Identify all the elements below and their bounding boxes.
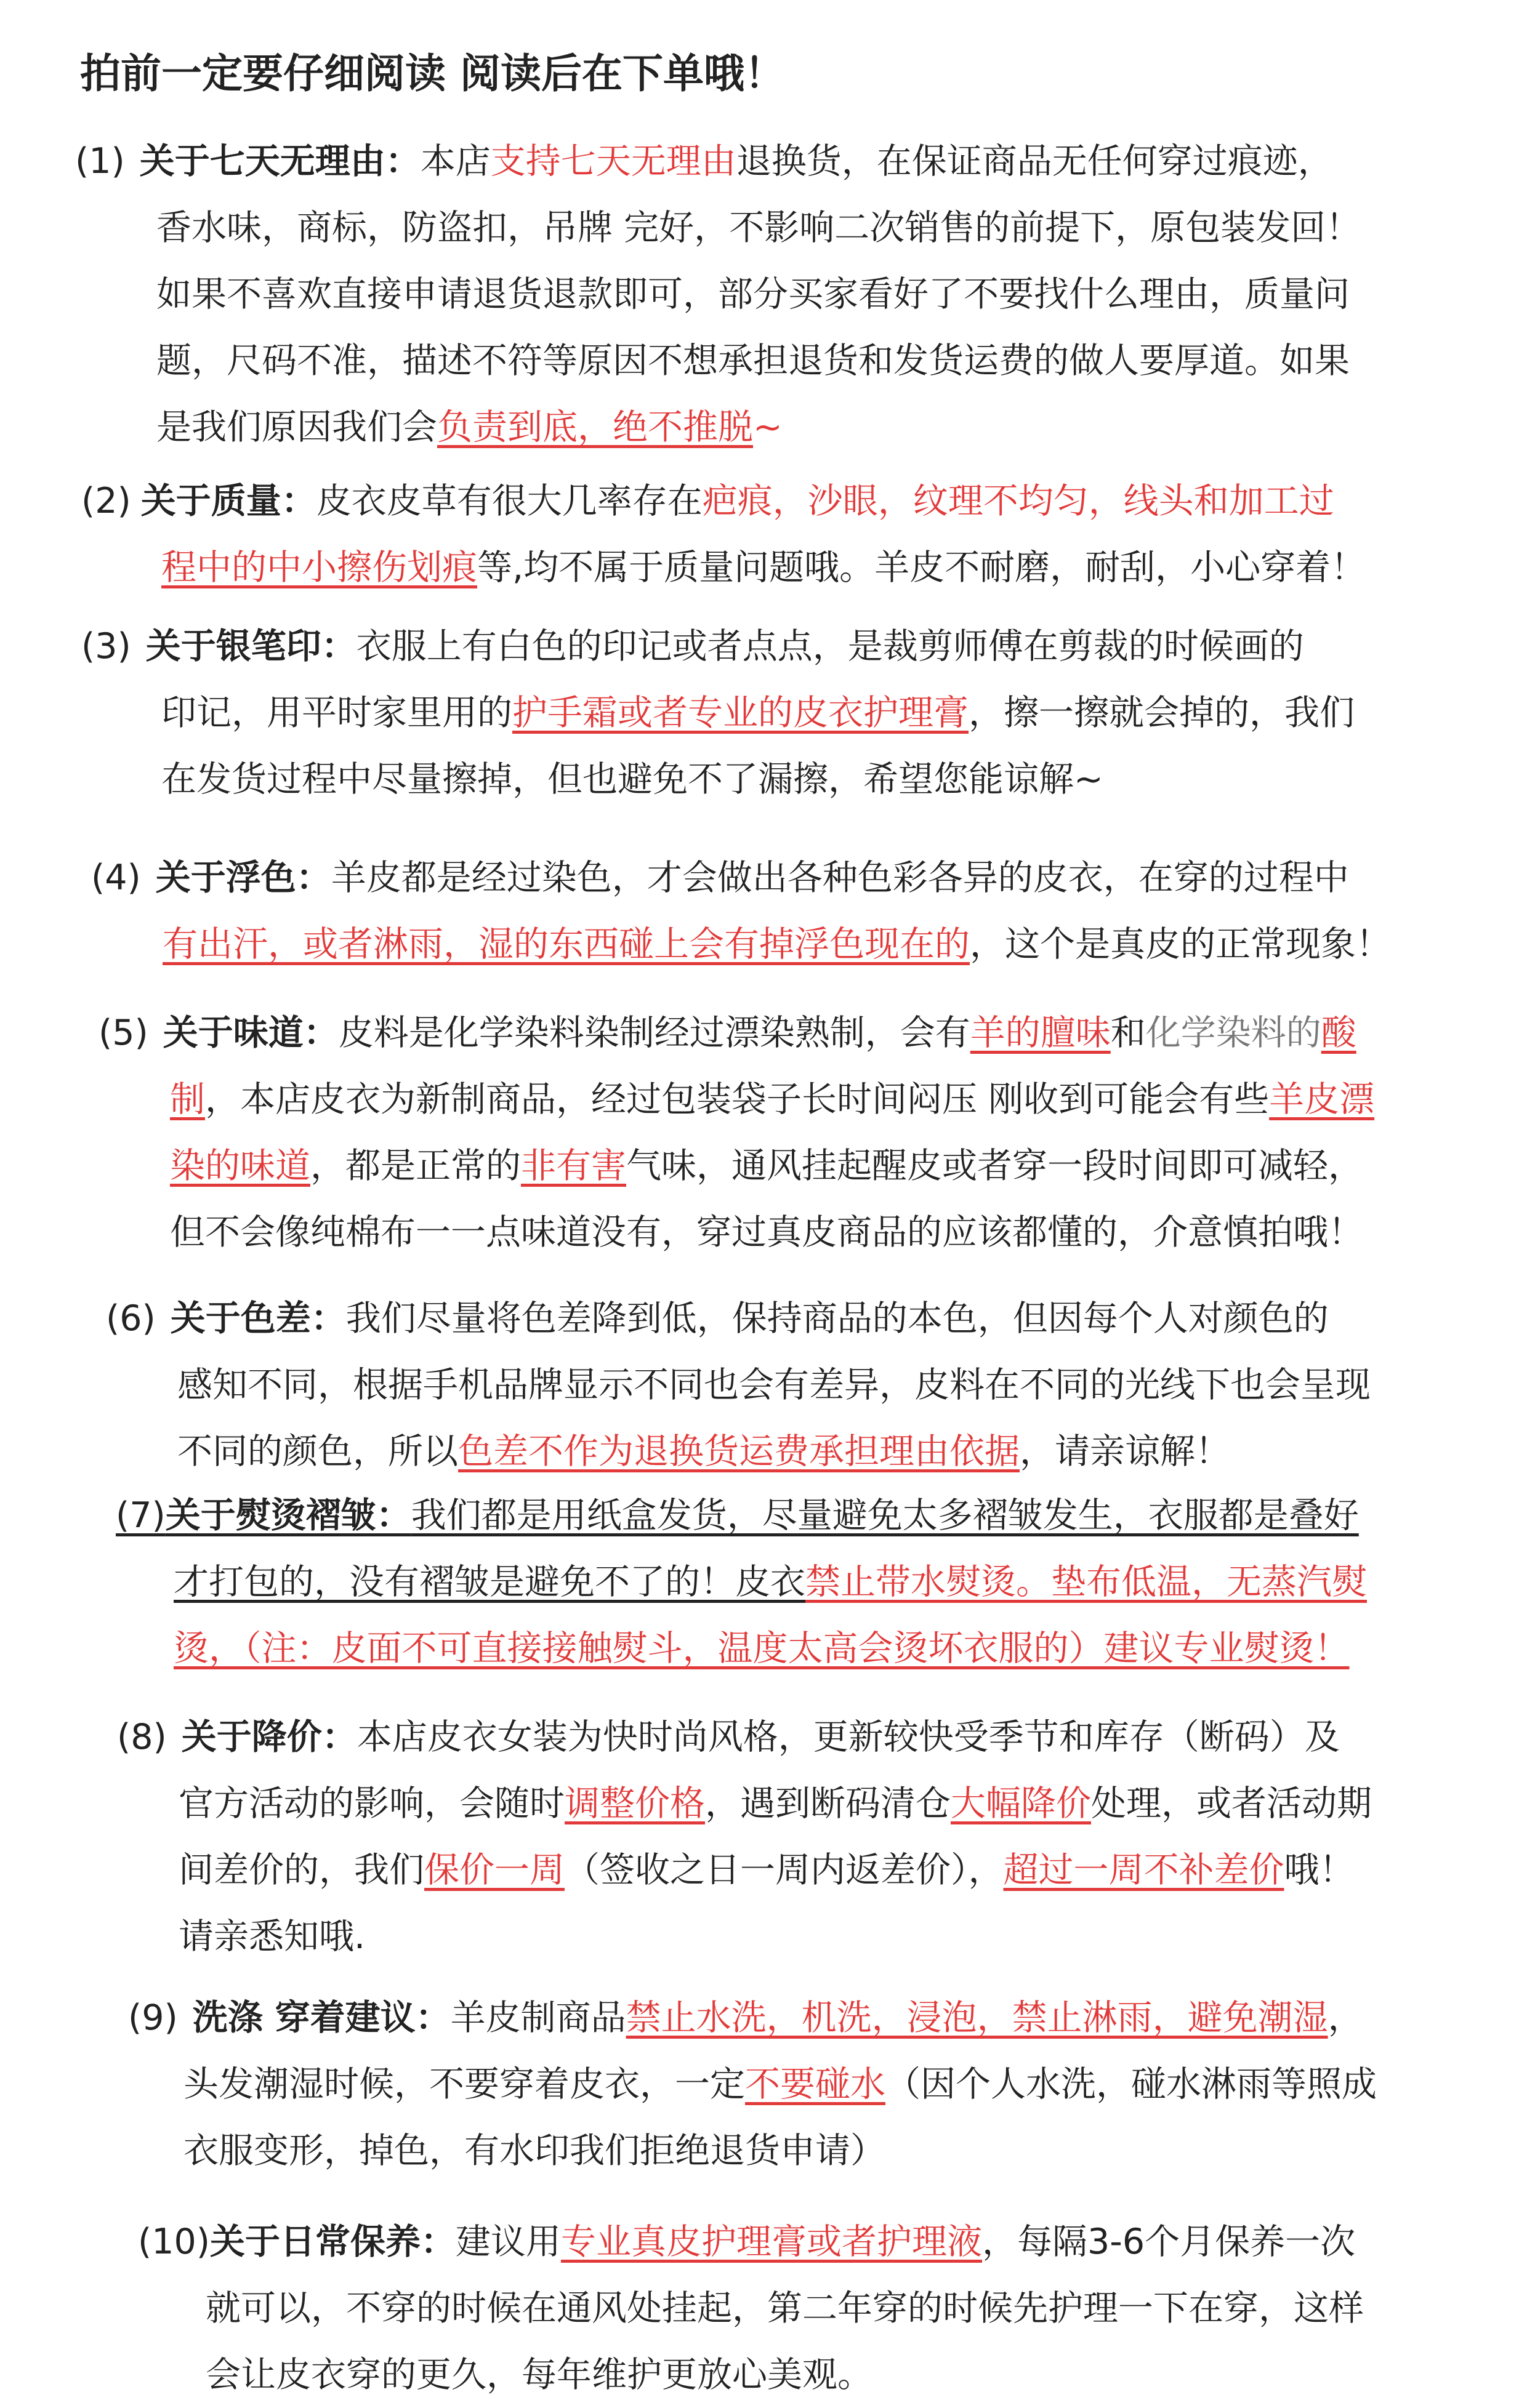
item-number: (6) [106,1298,156,1339]
item-daily-maintenance [138,2209,1364,2408]
item-text: 不同的颜色，所以 [177,1431,458,1472]
item-text: （因个人水洗，碰水淋雨等照成 [885,2064,1377,2105]
item-line [81,468,1366,534]
item-text: 头发潮湿时候，不要穿着皮衣，一定 [183,2064,745,2105]
item-smell [99,1000,1374,1266]
item-line [106,1285,1371,1352]
item-text: 感知不同，根据手机品牌显示不同也会有差异，皮料在不同的光线下也会呈现 [177,1365,1371,1405]
highlight-text: 烫，（注：皮面不可直接接触熨斗，温度太高会烫坏衣服的）建议专业熨烫！ [174,1628,1350,1669]
item-heading: 关于银笔印： [145,626,357,667]
item-line [75,195,1361,261]
item-text: 我们都是用纸盒发货，尽量避免太多褶皱发生，衣服都是叠好 [411,1495,1359,1536]
item-text: 间差价的，我们 [179,1850,424,1890]
item-line [116,1549,1367,1615]
item-washing-advice [128,1985,1377,2184]
item-line [117,1903,1372,1970]
item-text: 等,均不属于质量问题哦。羊皮不耐磨，耐刮，小心穿着！ [477,547,1366,588]
item-text: 羊皮制商品 [450,1997,626,2038]
item-line [128,1985,1377,2051]
highlight-text: 羊的膻味 [970,1013,1111,1053]
highlight-text: 超过一周不补差价 [1003,1850,1284,1890]
item-line [138,2209,1364,2275]
item-text: 在发货过程中尽量擦掉，但也避免不了漏擦，希望您能谅解~ [161,759,1103,800]
page-title: 拍前一定要仔细阅读 阅读后在下单哦！ [80,50,785,97]
highlight-text: 负责到底，绝不推脱 [437,407,753,447]
item-text: 气味，通风挂起醒皮或者穿一段时间即可减轻， [626,1146,1363,1186]
item-floating-color [91,845,1391,977]
item-line [99,1000,1374,1066]
item-line [99,1133,1374,1199]
highlight-text: ~ [753,407,783,447]
highlight-text: 大幅降价 [951,1783,1091,1824]
item-text: ，都是正常的 [310,1146,521,1186]
item-heading: 关于降价： [181,1717,357,1757]
item-text: ，遇到断码清仓 [705,1783,951,1824]
item-line [75,394,1361,460]
item-line [81,534,1366,601]
item-text: ，这个是真皮的正常现象！ [970,924,1391,965]
item-number: (10) [138,2221,211,2262]
item-line [91,911,1391,977]
item-number: (4) [91,857,141,898]
item-text: ，擦一擦就会掉的，我们 [969,692,1355,733]
item-text: 题，尺码不准，描述不符等原因不想承担退货和发货运费的做人要厚道。如果 [156,340,1350,381]
item-text: 是我们原因我们会 [156,407,437,447]
item-line [75,128,1361,195]
item-heading: 关于七天无理由： [139,141,421,182]
item-line [106,1418,1371,1485]
highlight-text: 护手霜或者专业的皮衣护理膏 [512,692,969,733]
item-line [81,680,1355,746]
highlight-text: 化学染料的 [1145,1013,1321,1053]
item-text: 才打包的，没有褶皱是避免不了的！皮衣 [174,1562,805,1602]
item-line [138,2342,1364,2408]
highlight-text: 禁止带水熨烫。垫布低温，无蒸汽熨 [805,1562,1367,1602]
item-text: 但不会像纯棉布一一点味道没有，穿过真皮商品的应该都懂的，介意慎拍哦！ [170,1212,1363,1253]
item-heading: 关于日常保养： [210,2221,456,2262]
item-text: 会让皮衣穿的更久，每年维护更放心美观。 [206,2354,872,2395]
item-line [116,1615,1367,1682]
item-text: 处理，或者活动期 [1091,1783,1372,1824]
item-text: ，请亲谅解！ [1020,1431,1230,1472]
item-number: (7) [116,1495,166,1536]
item-text: ， [1328,1997,1363,2038]
item-line [116,1482,1367,1549]
item-text: 羊皮都是经过染色，才会做出各种色彩各异的皮衣，在穿的过程中 [331,857,1349,898]
item-line [91,845,1391,911]
item-line [128,2051,1377,2117]
item-heading: 关于色差： [170,1298,346,1339]
item-text: （签收之日一周内返差价）， [565,1850,1004,1890]
highlight-text: 色差不作为退换货运费承担理由依据 [458,1431,1020,1472]
item-line [99,1199,1374,1266]
highlight-text: 支持七天无理由 [490,141,736,182]
item-text: 建议用 [456,2221,562,2262]
highlight-text: 酸 [1321,1013,1356,1053]
highlight-text: 疤痕，沙眼，纹理不均匀，线头和加工过 [702,481,1334,521]
item-number: (5) [99,1013,148,1053]
highlight-text: 程中的中小擦伤划痕 [161,547,477,588]
item-line [117,1837,1372,1903]
item-line [106,1352,1371,1418]
highlight-text: 制 [170,1079,205,1120]
item-silver-pen-mark [81,613,1355,813]
item-seven-day-return [75,128,1361,460]
item-line [117,1770,1372,1837]
item-text: 衣服变形，掉色，有水印我们拒绝退货申请） [183,2130,885,2171]
item-quality [81,468,1366,601]
item-text: 本店皮衣女装为快时尚风格，更新较快受季节和库存（断码）及 [357,1717,1340,1757]
highlight-text: 染的味道 [170,1146,310,1186]
item-line [75,327,1361,394]
item-number: (8) [117,1717,167,1757]
item-color-difference [106,1285,1371,1485]
item-heading: 关于熨烫褶皱： [165,1495,411,1536]
item-text: 皮衣皮草有很大几率存在 [316,481,703,521]
item-line [75,261,1361,327]
item-text: 本店 [420,141,491,182]
item-heading: 关于味道： [163,1013,339,1053]
highlight-text: 不要碰水 [745,2064,885,2105]
item-ironing-wrinkles [116,1482,1367,1682]
item-price-drop [117,1704,1372,1970]
item-text: ，本店皮衣为新制商品，经过包装袋子长时间闷压 刚收到可能会有些 [205,1079,1270,1120]
item-text: 和 [1110,1013,1146,1053]
highlight-text: 有出汗，或者淋雨，湿的东西碰上会有掉浮色现在的 [163,924,970,965]
item-text: 如果不喜欢直接申请退货退款即可，部分买家看好了不要找什么理由，质量问 [156,274,1350,315]
item-heading: 洗涤 穿着建议： [192,1997,451,2038]
item-text: 哦！ [1284,1850,1355,1890]
item-line [99,1066,1374,1133]
item-line [128,2117,1377,2184]
item-line [81,746,1355,813]
item-line [138,2275,1364,2342]
item-text: ，每隔3-6个月保养一次 [982,2221,1356,2262]
item-heading: 关于浮色： [155,857,331,898]
item-number: (2) [81,481,131,521]
item-text: 香水味，商标，防盗扣，吊牌 完好，不影响二次销售的前提下，原包装发回！ [156,207,1361,248]
item-text: 皮料是化学染料染制经过漂染熟制，会有 [338,1013,970,1053]
item-text: 官方活动的影响，会随时 [179,1783,565,1824]
highlight-text: 调整价格 [565,1783,705,1824]
item-text: 印记，用平时家里用的 [161,692,512,733]
item-text: 退换货，在保证商品无任何穿过痕迹， [736,141,1333,182]
item-text: 我们尽量将色差降到低，保持商品的本色，但因每个人对颜色的 [345,1298,1329,1339]
item-line [81,613,1355,680]
item-line [117,1704,1372,1770]
highlight-text: 保价一周 [424,1850,565,1890]
item-heading: 关于质量： [140,481,316,521]
highlight-text: 专业真皮护理膏或者护理液 [561,2221,983,2262]
item-text: 请亲悉知哦. [179,1916,366,1957]
item-number: (9) [128,1997,178,2038]
highlight-text: 羊皮漂 [1269,1079,1375,1120]
item-text: 就可以，不穿的时候在通风处挂起，第二年穿的时候先护理一下在穿，这样 [206,2288,1364,2329]
item-text: 衣服上有白色的印记或者点点，是裁剪师傅在剪裁的时候画的 [356,626,1304,667]
item-number: (3) [81,626,131,667]
highlight-text: 非有害 [521,1146,626,1186]
item-number: (1) [75,141,125,182]
highlight-text: 禁止水洗，机洗，浸泡，禁止淋雨，避免潮湿 [626,1997,1328,2038]
